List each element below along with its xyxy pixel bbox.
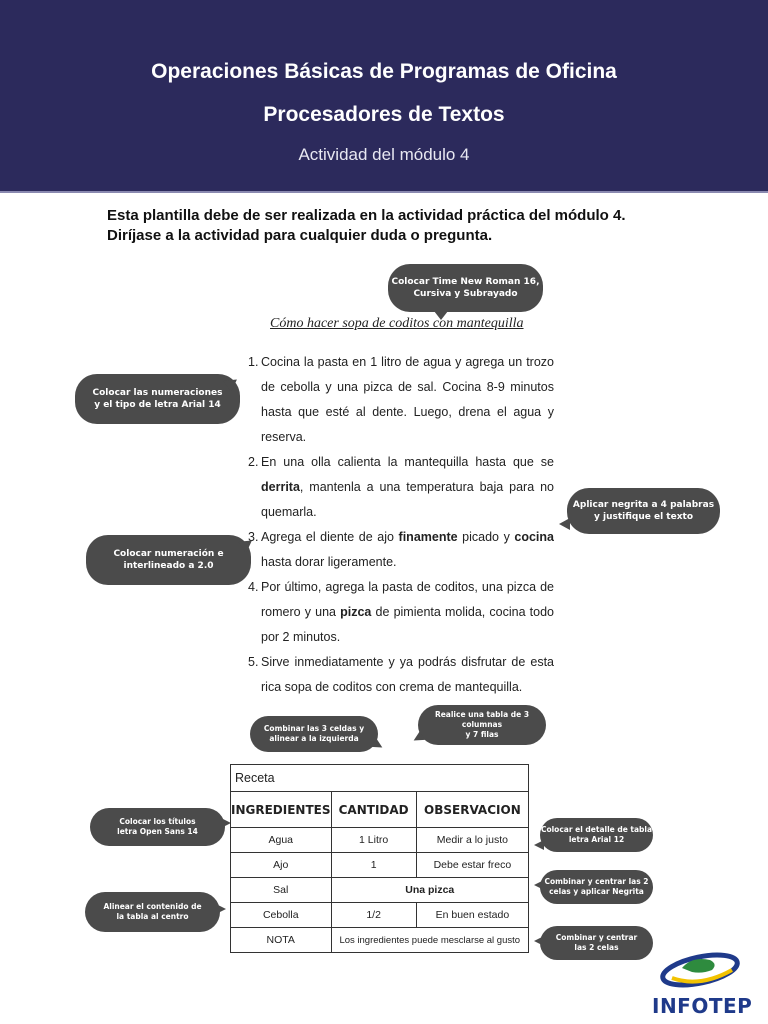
bold-word: pizca: [340, 605, 372, 619]
step-text-segment: de pimienta molida, cocina todo por 2 minutos.: [261, 605, 554, 644]
callout-center-content: Alinear el contenido de la tabla al centro: [85, 892, 220, 932]
step-number: 2.: [248, 455, 259, 469]
step-text-segment: picado y: [457, 530, 515, 544]
infotep-emblem-icon: [652, 948, 748, 996]
callout-merge-bold: Combinar y centrar las 2 celas y aplicar Negrita: [540, 870, 653, 904]
instructions: [107, 206, 707, 246]
step-number: 5.: [248, 655, 259, 669]
table-cell: NOTA: [231, 928, 332, 953]
header-observacion: OBSERVACION: [416, 792, 528, 828]
instructions-line-1: Esta plantilla debe de ser realizada en la actividad práctica del módulo 4.: [107, 207, 626, 224]
header-ingredientes: INGREDIENTES: [231, 792, 332, 828]
recipe-title: Cómo hacer sopa de coditos con mantequilla: [270, 316, 524, 331]
step-text: [261, 450, 554, 525]
instructions-line-2: Diríjase a la actividad para cualquier duda o pregunta.: [107, 227, 493, 244]
step-text-segment: Sirve inmediatamente y ya podrás disfrutar de esta rica sopa de coditos con crema de mantequilla.: [261, 655, 554, 694]
bold-word: derrita: [261, 480, 300, 494]
recipe-step: [248, 650, 554, 694]
table-header-row: [231, 792, 529, 828]
table-row: [231, 928, 529, 953]
step-number: 1.: [248, 355, 259, 369]
recipe-step: [248, 450, 554, 525]
recipe-steps: [248, 350, 554, 694]
table-cell-merged-bold: Una pizca: [331, 878, 529, 903]
table-cell: Ajo: [231, 853, 332, 878]
table-cell: 1: [331, 853, 416, 878]
table-cell-merged: Los ingredientes puede mesclarse al gusto: [331, 928, 529, 953]
step-number: 3.: [248, 530, 259, 544]
logo-wordmark: INFOTEP: [652, 994, 753, 1018]
table-cell: Sal: [231, 878, 332, 903]
table-cell: Agua: [231, 828, 332, 853]
table-cell: Debe estar freco: [416, 853, 528, 878]
step-text-segment: hasta dorar ligeramente.: [261, 555, 397, 569]
step-text: [261, 650, 554, 694]
step-number: 4.: [248, 580, 259, 594]
callout-titles-font: Colocar los títulos letra Open Sans 14: [90, 808, 225, 846]
callout-merge-left: Combinar las 3 celdas y alinear a la izquierda: [250, 716, 378, 752]
callout-numbering-font: Colocar las numeraciones y el tipo de letra Arial 14: [75, 374, 240, 424]
callout-detail-font: Colocar el detalle de tabla letra Arial 12: [540, 818, 653, 852]
table-row: [231, 878, 529, 903]
step-text: [261, 575, 554, 650]
step-text-segment: En una olla calienta la mantequilla hasta que se: [261, 455, 554, 469]
header-title: Operaciones Básicas de Programas de Oficina: [151, 60, 617, 83]
bold-word: cocina: [514, 530, 554, 544]
recipe-table: [230, 764, 529, 953]
header-subtitle: Procesadores de Textos: [263, 103, 505, 126]
step-text-segment: Cocina la pasta en 1 litro de agua y agrega un trozo de cebolla y una pizca de sal. Cocina 8-9 minutos hasta que esté al dente. Luego, drena el agua y reserva.: [261, 355, 554, 444]
table-row: [231, 828, 529, 853]
table-caption: Receta: [231, 765, 529, 792]
table-cell: 1/2: [331, 903, 416, 928]
callout-merge-center: Combinar y centrar las 2 celas: [540, 926, 653, 960]
callout-table-size: Realice una tabla de 3 columnas y 7 filas: [418, 705, 546, 745]
table-row: [231, 903, 529, 928]
bold-word: finamente: [398, 530, 458, 544]
table-row: [231, 853, 529, 878]
step-text-segment: , mantenla a una temperatura baja para no quemarla.: [261, 480, 554, 519]
infotep-logo: [652, 948, 753, 1018]
table-cell: En buen estado: [416, 903, 528, 928]
step-text-segment: Agrega el diente de ajo: [261, 530, 399, 544]
callout-bold-justify: Aplicar negrita a 4 palabras y justifique el texto: [567, 488, 720, 534]
recipe-step: [248, 575, 554, 650]
document-header: [0, 0, 768, 193]
step-text: [261, 350, 554, 450]
table-cell: Cebolla: [231, 903, 332, 928]
header-cantidad: CANTIDAD: [331, 792, 416, 828]
recipe-step: [248, 525, 554, 575]
table-cell: 1 Litro: [331, 828, 416, 853]
step-text-segment: Por último, agrega la pasta de coditos, una pizca de romero y una: [261, 580, 554, 619]
step-text: [261, 525, 554, 575]
header-activity: Actividad del módulo 4: [298, 145, 470, 164]
table-cell: Medir a lo justo: [416, 828, 528, 853]
recipe-step: [248, 350, 554, 450]
table-caption-row: [231, 765, 529, 792]
callout-numbering-spacing: Colocar numeración e interlineado a 2.0: [86, 535, 251, 585]
callout-font-title: Colocar Time New Roman 16, Cursiva y Subrayado: [388, 264, 543, 312]
